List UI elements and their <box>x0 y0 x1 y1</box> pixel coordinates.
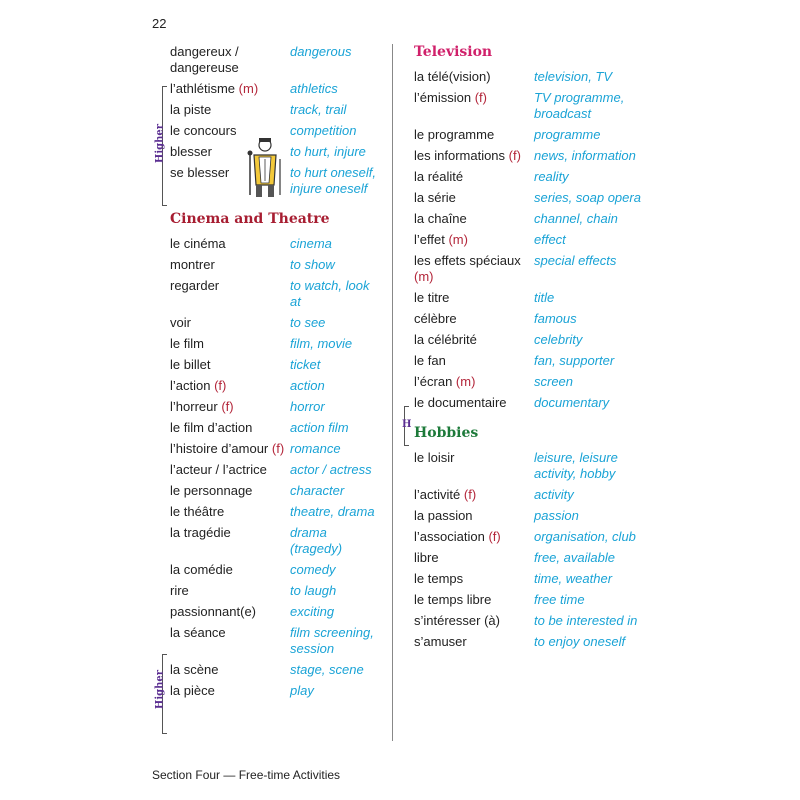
french-word: le film d’action <box>170 420 253 435</box>
french-word: la tragédie <box>170 525 231 540</box>
knight-figure-illustration <box>246 135 284 199</box>
french-word: les effets spéciaux <box>414 253 521 268</box>
french-word: le documentaire <box>414 395 507 410</box>
french-word: le cinéma <box>170 236 226 251</box>
english-translation: screen <box>534 374 574 389</box>
vocab-row <box>170 462 382 478</box>
cinema-heading: Cinema and Theatre <box>170 211 330 227</box>
gender-marker: (m) <box>455 374 476 389</box>
cinema-list <box>170 236 382 699</box>
english-translation: to hurt, injure <box>290 144 366 159</box>
vocab-row <box>170 604 382 620</box>
english-translation: celebrity <box>534 332 583 347</box>
french-word: la télé(vision) <box>414 69 491 84</box>
french-term <box>414 374 534 390</box>
english-translation: leisure, leisure activity, hobby <box>534 450 618 481</box>
vocab-row <box>170 278 382 310</box>
english-translation: romance <box>290 441 341 456</box>
french-word: le fan <box>414 353 446 368</box>
vocab-row <box>414 634 644 650</box>
gender-marker: (f) <box>463 487 477 502</box>
french-word: le programme <box>414 127 495 142</box>
french-term <box>170 662 290 678</box>
french-term <box>414 311 534 327</box>
french-term <box>414 613 534 629</box>
vocab-row <box>170 562 382 578</box>
english-translation: organisation, club <box>534 529 636 544</box>
french-term <box>414 190 534 206</box>
english-translation: film, movie <box>290 336 353 351</box>
french-term <box>170 278 290 294</box>
english-translation: comedy <box>290 562 336 577</box>
english-translation: title <box>534 290 555 305</box>
english-translation: theatre, drama <box>290 504 375 519</box>
vocab-row <box>414 529 644 545</box>
english-translation: ticket <box>290 357 321 372</box>
english-translation: free time <box>534 592 585 607</box>
french-term <box>170 441 290 457</box>
television-heading: Television <box>414 44 493 60</box>
vocab-row <box>414 69 644 85</box>
gender-marker: (f) <box>271 441 285 456</box>
french-term <box>414 127 534 143</box>
english-translation: to show <box>290 257 335 272</box>
english-translation: dangerous <box>290 44 352 59</box>
english-translation: film screening, session <box>290 625 374 656</box>
hobbies-heading: Hobbies <box>414 425 479 441</box>
french-term <box>170 357 290 373</box>
french-term <box>170 604 290 620</box>
french-term <box>170 44 290 76</box>
english-translation: stage, scene <box>290 662 364 677</box>
higher-label-3: H <box>402 419 412 430</box>
french-word: l’action <box>170 378 211 393</box>
french-word: dangereux / dangereuse <box>170 44 239 75</box>
french-word: la série <box>414 190 456 205</box>
english-translation: television, TV <box>534 69 613 84</box>
english-translation: effect <box>534 232 566 247</box>
vocab-row <box>414 592 644 608</box>
english-translation: to watch, look at <box>290 278 370 309</box>
english-translation: programme <box>534 127 601 142</box>
french-term <box>170 683 290 699</box>
french-term <box>170 315 290 331</box>
gender-marker: (f) <box>221 399 234 414</box>
vocab-row <box>414 127 644 143</box>
vocab-row <box>414 508 644 524</box>
vocab-row <box>414 332 644 348</box>
french-term <box>414 529 534 545</box>
french-term <box>170 336 290 352</box>
vocab-row <box>170 315 382 331</box>
french-term <box>170 102 290 118</box>
french-word: blesser <box>170 144 212 159</box>
right-column <box>414 44 644 655</box>
gender-marker: (f) <box>214 378 227 393</box>
english-translation: track, trail <box>290 102 347 117</box>
vocab-row <box>170 399 382 415</box>
vocab-row <box>414 190 644 206</box>
vocab-row <box>414 450 644 482</box>
french-word: l’athlétisme <box>170 81 236 96</box>
english-translation: to see <box>290 315 326 330</box>
vocab-row <box>414 253 644 285</box>
column-divider <box>392 44 393 741</box>
vocab-row <box>170 483 382 499</box>
english-translation: action film <box>290 420 349 435</box>
english-translation: horror <box>290 399 325 414</box>
vocab-row <box>170 420 382 436</box>
french-word: le théâtre <box>170 504 225 519</box>
english-translation: fan, supporter <box>534 353 615 368</box>
vocab-row <box>414 311 644 327</box>
french-word: l’activité <box>414 487 461 502</box>
vocab-row <box>170 625 382 657</box>
french-word: montrer <box>170 257 215 272</box>
vocab-row <box>170 257 382 273</box>
vocab-row <box>414 169 644 185</box>
french-word: la célébrité <box>414 332 477 347</box>
french-term <box>170 504 290 520</box>
french-word: le loisir <box>414 450 455 465</box>
french-term <box>414 148 534 164</box>
french-term <box>414 353 534 369</box>
vocab-row <box>414 90 644 122</box>
french-term <box>170 562 290 578</box>
french-term <box>414 395 534 411</box>
higher-label-1: Higher <box>154 123 166 164</box>
french-word: la réalité <box>414 169 464 184</box>
french-word: la chaîne <box>414 211 467 226</box>
english-translation: play <box>290 683 314 698</box>
french-term <box>414 211 534 227</box>
english-translation: time, weather <box>534 571 613 586</box>
hobbies-list <box>414 450 644 650</box>
vocab-row <box>414 148 644 164</box>
french-term <box>170 257 290 273</box>
gender-marker: (m) <box>238 81 259 96</box>
english-translation: athletics <box>290 81 338 96</box>
english-translation: free, available <box>534 550 615 565</box>
vocab-row <box>170 378 382 394</box>
english-translation: exciting <box>290 604 335 619</box>
french-word: la comédie <box>170 562 233 577</box>
vocab-row <box>170 357 382 373</box>
french-term <box>414 550 534 566</box>
french-word: le concours <box>170 123 237 138</box>
french-word: célèbre <box>414 311 457 326</box>
vocab-row <box>170 102 382 118</box>
french-word: le personnage <box>170 483 253 498</box>
english-translation: famous <box>534 311 577 326</box>
vocab-row <box>414 374 644 390</box>
french-word: la passion <box>414 508 473 523</box>
higher-label-2: Higher <box>154 669 166 710</box>
french-term <box>414 332 534 348</box>
french-word: se blesser <box>170 165 230 180</box>
vocab-row <box>414 211 644 227</box>
french-word: rire <box>170 583 189 598</box>
french-term <box>414 508 534 524</box>
vocab-row <box>170 683 382 699</box>
french-term <box>170 378 290 394</box>
vocab-row <box>414 290 644 306</box>
french-word: l’émission <box>414 90 472 105</box>
french-term <box>414 571 534 587</box>
english-translation: cinema <box>290 236 332 251</box>
french-word: l’écran <box>414 374 453 389</box>
french-word: l’association <box>414 529 485 544</box>
page-number: 22 <box>152 16 167 31</box>
french-word: la pièce <box>170 683 215 698</box>
french-term <box>414 487 534 503</box>
english-translation: passion <box>534 508 579 523</box>
french-term <box>170 81 290 97</box>
vocab-row <box>414 571 644 587</box>
english-translation: action <box>290 378 325 393</box>
vocab-row <box>170 662 382 678</box>
gender-marker: (f) <box>488 529 501 544</box>
french-term <box>414 450 534 466</box>
french-word: l’horreur <box>170 399 218 414</box>
french-word: la scène <box>170 662 219 677</box>
gender-marker: (f) <box>474 90 487 105</box>
french-term <box>414 69 534 85</box>
english-translation: special effects <box>534 253 617 268</box>
english-translation: drama (tragedy) <box>290 525 343 556</box>
vocab-row <box>414 353 644 369</box>
french-word: passionnant(e) <box>170 604 256 619</box>
french-term <box>414 592 534 608</box>
french-term <box>414 232 534 248</box>
french-word: s’amuser <box>414 634 467 649</box>
french-term <box>414 169 534 185</box>
vocab-row <box>170 525 382 557</box>
french-term <box>170 483 290 499</box>
vocab-row <box>414 232 644 248</box>
french-word: la piste <box>170 102 212 117</box>
vocab-row <box>170 441 382 457</box>
gender-marker: (f) <box>508 148 521 163</box>
vocab-row <box>170 81 382 97</box>
english-translation: to enjoy oneself <box>534 634 626 649</box>
english-translation: documentary <box>534 395 610 410</box>
vocab-row <box>170 504 382 520</box>
vocab-row <box>414 487 644 503</box>
french-word: le temps libre <box>414 592 492 607</box>
vocab-row <box>170 44 382 76</box>
english-translation: reality <box>534 169 569 184</box>
vocab-row <box>414 613 644 629</box>
french-word: l’acteur / l’actrice <box>170 462 267 477</box>
page-footer: Section Four — Free-time Activities <box>152 768 341 782</box>
french-term <box>170 399 290 415</box>
english-translation: activity <box>534 487 574 502</box>
french-term <box>170 236 290 252</box>
english-translation: to laugh <box>290 583 337 598</box>
french-term <box>414 634 534 650</box>
gender-marker: (m) <box>448 232 468 247</box>
english-translation: character <box>290 483 345 498</box>
french-word: la séance <box>170 625 226 640</box>
english-translation: TV programme, broadcast <box>534 90 625 121</box>
french-term <box>170 583 290 599</box>
vocab-row <box>414 395 644 411</box>
english-translation: to be interested in <box>534 613 638 628</box>
french-word: s’intéresser (à) <box>414 613 500 628</box>
gender-marker: (m) <box>414 269 434 284</box>
french-word: le temps <box>414 571 464 586</box>
french-word: voir <box>170 315 191 330</box>
french-term <box>170 462 290 478</box>
vocab-row <box>170 236 382 252</box>
vocab-row <box>414 550 644 566</box>
english-translation: to hurt oneself, injure oneself <box>290 165 376 196</box>
french-word: l’histoire d’amour <box>170 441 269 456</box>
french-word: regarder <box>170 278 220 293</box>
french-term <box>414 253 534 285</box>
french-word: les informations <box>414 148 506 163</box>
vocab-row <box>170 336 382 352</box>
french-term <box>414 90 534 106</box>
television-list <box>414 69 644 411</box>
french-word: l’effet <box>414 232 445 247</box>
french-term <box>170 420 290 436</box>
english-translation: news, information <box>534 148 636 163</box>
french-term <box>170 625 290 641</box>
french-term <box>170 525 290 541</box>
english-translation: competition <box>290 123 357 138</box>
french-word: le billet <box>170 357 211 372</box>
french-word: le titre <box>414 290 450 305</box>
french-term <box>414 290 534 306</box>
vocab-row <box>170 583 382 599</box>
english-translation: actor / actress <box>290 462 372 477</box>
english-translation: channel, chain <box>534 211 618 226</box>
french-word: le film <box>170 336 204 351</box>
english-translation: series, soap opera <box>534 190 641 205</box>
french-word: libre <box>414 550 439 565</box>
